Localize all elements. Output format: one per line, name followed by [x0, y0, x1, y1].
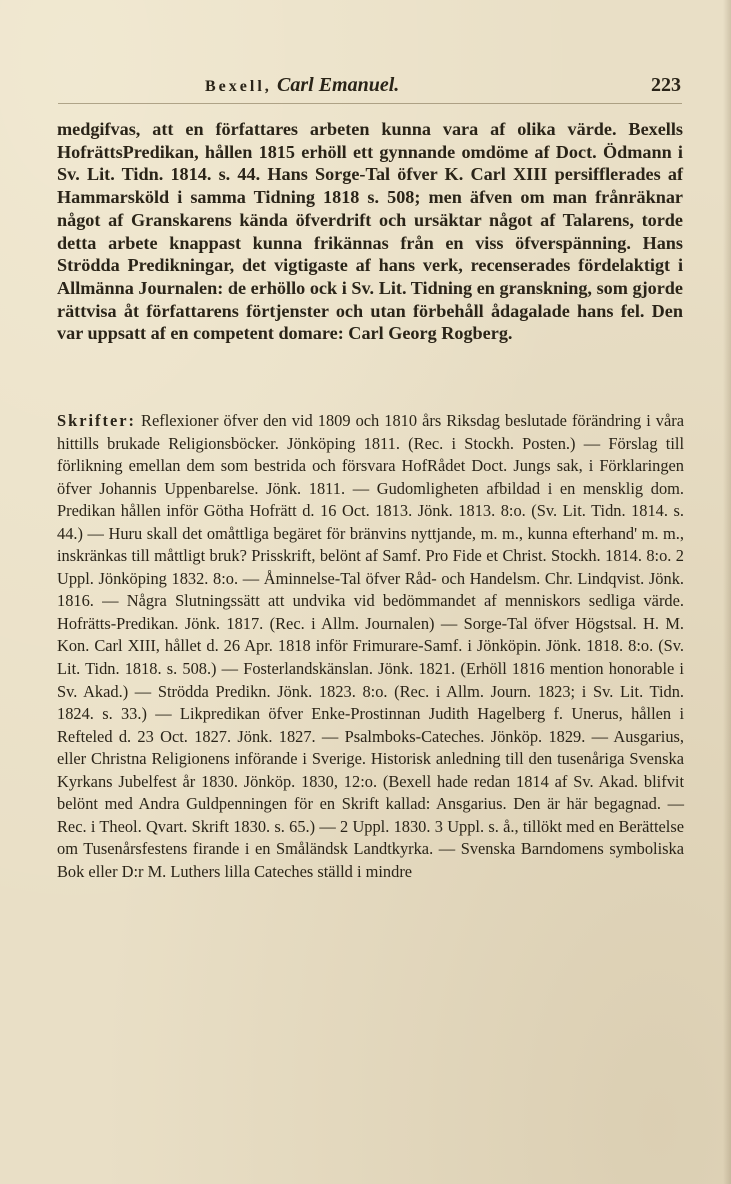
page-edge-shadow [723, 0, 731, 1184]
writings-list: Reflexioner öfver den vid 1809 och 1810 års Riksdag beslutade förändring i våra hittills brukade Religionsböcker. Jönköping 1811. (Rec. i Stockh. Posten.) — Förslag till förlikning emellan dem som bestrida och försvara HofRådet Doct. Jungs sak, i Förklaringen öfver Johannis Uppenbarelse. Jönk. 1811. — Gudomligheten afbildad i en mensklig dom. Predikan hållen inför Götha Hofrätt d. 16 Oct. 1813. Jönk. 1813. 8:o. (Sv. Lit. Tidn. 1814. s. 44.) — Huru skall det omåttliga begäret för bränvins nyttjande, m. m., kunna efterhand' m. m., inskränkas till måttligt bruk? Prisskrift, belönt af Samf. Pro Fide et Christ. Stockh. 1814. 8:o. 2 Uppl. Jönköping 1832. 8:o. — Åminnelse-Tal öfver Råd- och Handelsm. Chr. Lindqvist. Jönk. 1816. — Några Slutningssätt att undvika vid bedömmandet af menniskors sedliga värde. Hofrätts-Predikan. Jönk. 1817. (Rec. i Allm. Journalen) — Sorge-Tal öfver Högstsal. H. M. Kon. Carl XIII, hållet d. 26 Apr. 1818 inför Frimurare-Samf. i Jönköpin. Jönk. 1818. 8:o. (Sv. Lit. Tidn. 1818. s. 508.) — Fosterlandskänslan. Jönk. 1821. (Erhöll 1816 mention honorable i Sv. Akad.) — Strödda Predikn. Jönk. 1823. 8:o. (Rec. i Allm. Journ. 1823; i Sv. Lit. Tidn. 1824. s. 33.) — Likpredikan öfver Enke-Prostinnan Judith Hagelberg f. Unerus, hållen i Refteled d. 23 Oct. 1827. Jönk. 1827. — Psalmboks-Cateches. Jönköp. 1829. — Ausgarius, eller Christna Religionens införande i Sverige. Historisk anledning till den tusenåriga Svenska Kyrkans Jubelfest år 1830. Jönköp. 1830, 12:o. (Bexell hade redan 1814 af Sv. Akad. blifvit belönt med Andra Guldpenningen för en Skrift kallad: Ansgarius. Den är här begagnad. — Rec. i Theol. Qvart. Skrift 1830. s. 65.) — 2 Uppl. 1830. 3 Uppl. s. å., tillökt med en Berättelse om Tusenårsfestens firande i en Småländsk Landtkyrka. — Svenska Barndomens symboliska Bok eller D:r M. Luthers lilla Cateches ställd i mindre [57, 411, 684, 881]
author-forename: Carl Emanuel. [277, 74, 400, 96]
writings-label: Skrifter: [57, 411, 136, 430]
writings-paragraph [57, 410, 684, 883]
author-surname: Bexell, [205, 78, 272, 95]
main-text-block [57, 118, 683, 345]
main-paragraph: medgifvas, att en författares arbeten kunna vara af olika värde. Bexells HofrättsPredikan, hållen 1815 erhöll ett gynnande omdöme af Doct. Ödmann i Sv. Lit. Tidn. 1814. s. 44. Hans Sorge-Tal öfver K. Carl XIII persifflerades af Hammarsköld i samma Tidning 1818 s. 508; men äfven om man frånräknar något af Granskarens kända öfverdrift och ursäktar något af Talarens, torde detta arbete knappast kunna frikännas från en viss öfverspänning. Hans Strödda Predikningar, det vigtigaste af hans verk, recenserades fördelaktigt i Allmänna Journalen: de erhöllo ock i Sv. Lit. Tidning en granskning, som gjorde rättvisa åt författarens förtjenster och utan förbehåll ådagalade hans fel. Den var uppsatt af en competent domare: Carl Georg Rogberg. [57, 119, 683, 344]
header-rule [58, 103, 682, 104]
page-number: 223 [651, 74, 681, 96]
page-header [0, 74, 731, 104]
running-head [205, 74, 399, 97]
writings-block [57, 410, 684, 883]
